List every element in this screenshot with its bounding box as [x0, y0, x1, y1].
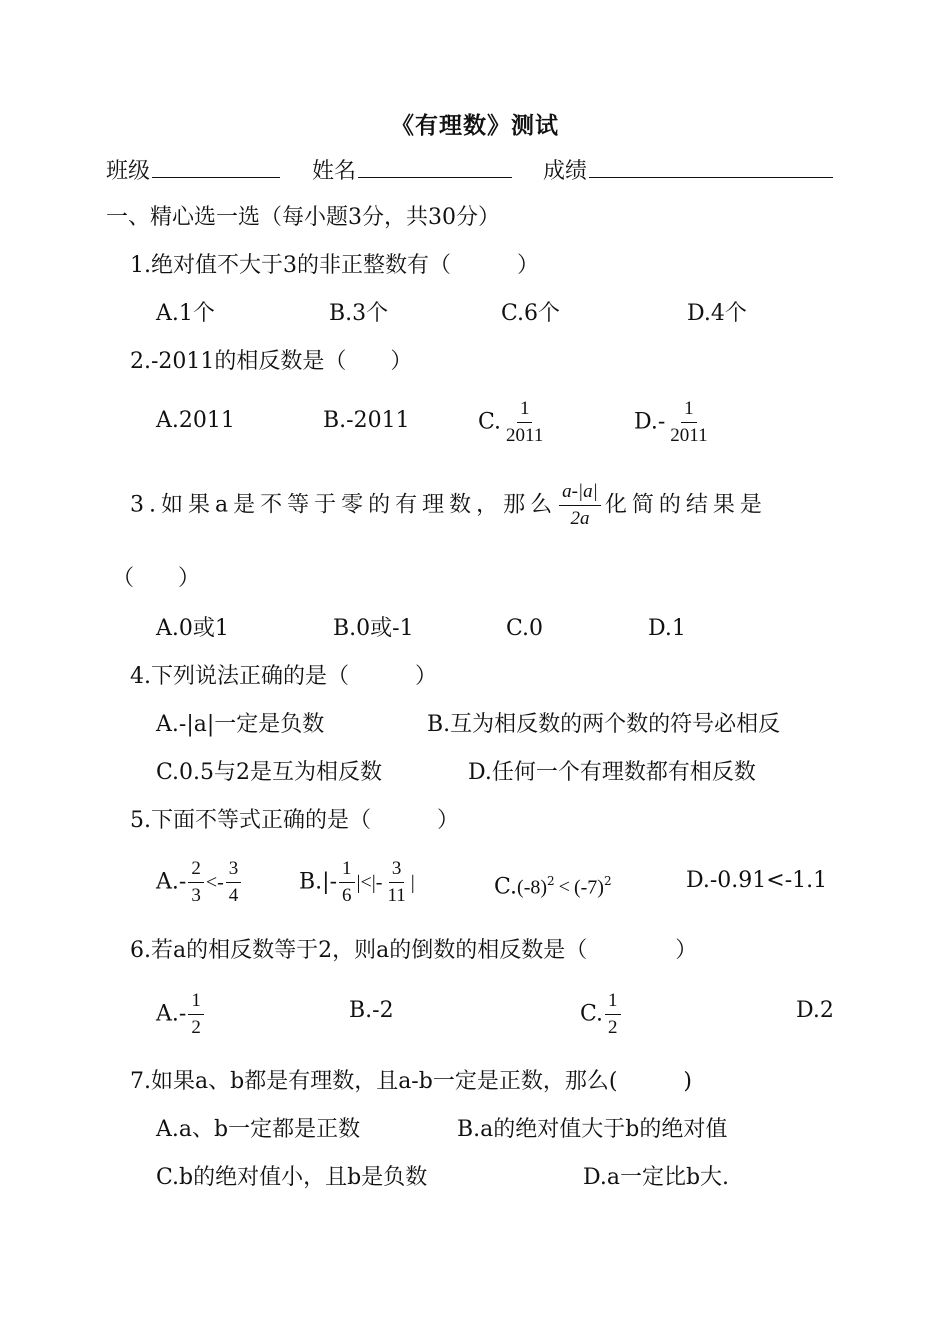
q1-option-c[interactable]: C.6个: [501, 301, 561, 326]
q1-option-d[interactable]: D.4个: [687, 301, 747, 326]
q5-b-prefix: B.|-: [299, 869, 338, 895]
q2-stem: 2.-2011的相反数是（ ）: [130, 349, 413, 374]
q5-a-den2: 4: [228, 885, 239, 906]
q5-b-fraction-2: [384, 858, 408, 907]
section-heading: 一、精心选一选（每小题3分，共30分）: [106, 205, 500, 230]
q7-stem: 7.如果a、b都是有理数，且a-b一定是正数，那么( ): [130, 1069, 692, 1094]
q2-d-denominator: 2011: [670, 425, 708, 446]
q3-denominator: 2a: [570, 508, 590, 529]
q5-c-base1: (-8): [517, 876, 548, 899]
q5-c-mid: <: [558, 876, 570, 899]
q6-stem: 6.若a的相反数等于2，则a的倒数的相反数是（ ）: [130, 938, 698, 963]
q4-stem: 4.下列说法正确的是（ ）: [130, 664, 437, 689]
q3-answer-paren[interactable]: （ ）: [112, 566, 201, 591]
q2-option-d[interactable]: [634, 398, 713, 447]
q2-option-c[interactable]: [478, 398, 548, 447]
q2-option-a[interactable]: A.2011: [156, 408, 235, 433]
q2-c-prefix: C.: [478, 409, 502, 435]
name-field[interactable]: [312, 155, 512, 187]
q5-b-fraction-1: [339, 858, 355, 907]
score-label: 成绩: [543, 159, 588, 184]
q7-option-d[interactable]: D.a一定比b大.: [583, 1165, 730, 1190]
q5-c-base2: (-7): [573, 876, 604, 899]
q1-option-b[interactable]: B.3个: [329, 301, 389, 326]
q3-option-a[interactable]: A.0或1: [156, 616, 229, 641]
q5-c-prefix: C.: [494, 874, 518, 900]
q5-c-exp2: 2: [603, 874, 612, 888]
q2-c-denominator: 2011: [506, 425, 544, 446]
q5-option-a[interactable]: [156, 858, 243, 907]
q3-stem-pre: 3.如果a是不等于零的有理数，那么: [130, 492, 558, 518]
q6-c-fraction: [605, 990, 621, 1039]
q6-a-fraction: [188, 990, 204, 1039]
q6-option-b[interactable]: B.-2: [349, 998, 394, 1023]
q5-a-prefix: A.-: [156, 869, 187, 895]
q5-c-exp1: 2: [547, 874, 555, 888]
q3-fraction: [559, 481, 601, 530]
q7-option-c[interactable]: C.b的绝对值小，且b是负数: [156, 1165, 428, 1190]
q6-option-a[interactable]: [156, 990, 206, 1039]
class-label: 班级: [106, 159, 151, 184]
q5-b-mid: |<|-: [356, 871, 383, 894]
q5-b-den2: 11: [387, 885, 406, 906]
q2-d-fraction: [667, 398, 710, 447]
q4-option-b[interactable]: B.互为相反数的两个数的符号必相反: [427, 712, 781, 737]
q5-a-den1: 3: [191, 885, 201, 906]
q3-numerator: a-|a|: [559, 481, 601, 506]
name-label: 姓名: [312, 159, 357, 184]
q5-a-fraction-1: [188, 858, 204, 907]
q6-option-d[interactable]: D.2: [796, 998, 834, 1023]
q5-option-b[interactable]: [299, 858, 415, 907]
q3-stem-post: 化简的结果是: [604, 492, 767, 518]
q5-b-end: |: [410, 871, 415, 894]
q4-option-c[interactable]: C.0.5与2是互为相反数: [156, 760, 383, 785]
q3-option-d[interactable]: D.1: [648, 616, 686, 641]
q5-b-den1: 6: [342, 885, 352, 906]
q2-d-prefix: D.-: [634, 409, 666, 435]
q6-option-c[interactable]: [580, 990, 623, 1039]
q5-a-fraction-2: [226, 858, 242, 907]
score-field[interactable]: [543, 155, 833, 187]
q5-option-c[interactable]: [494, 866, 612, 902]
q5-b-num2: 3: [389, 858, 405, 883]
q1-option-a[interactable]: A.1个: [156, 301, 215, 326]
q6-a-prefix: A.-: [156, 1001, 187, 1027]
q5-option-d[interactable]: D.-0.91<-1.1: [686, 868, 828, 893]
q5-a-num1: 2: [188, 858, 204, 883]
q6-a-num: 1: [188, 990, 204, 1015]
q6-c-den: 2: [608, 1017, 618, 1038]
q2-c-fraction: [503, 398, 546, 447]
q5-b-num1: 1: [339, 858, 355, 883]
score-blank[interactable]: [589, 155, 833, 178]
q2-option-b[interactable]: B.-2011: [323, 408, 410, 433]
class-blank[interactable]: [152, 155, 280, 178]
q5-a-mid: <-: [205, 871, 224, 894]
q5-a-num2: 3: [226, 858, 242, 883]
q3-option-c[interactable]: C.0: [506, 616, 544, 641]
q6-c-num: 1: [605, 990, 621, 1015]
q6-a-den: 2: [191, 1017, 201, 1038]
q2-c-numerator: 1: [517, 398, 533, 423]
q6-c-prefix: C.: [580, 1001, 604, 1027]
q3-option-b[interactable]: B.0或-1: [333, 616, 414, 641]
name-blank[interactable]: [358, 155, 512, 178]
page-title: 《有理数》测试: [391, 112, 559, 139]
class-field[interactable]: [106, 155, 280, 187]
q1-stem: 1.绝对值不大于3的非正整数有（ ）: [130, 253, 539, 278]
q4-option-d[interactable]: D.任何一个有理数都有相反数: [468, 760, 756, 785]
q5-stem: 5.下面不等式正确的是（ ）: [130, 808, 459, 833]
q7-option-a[interactable]: A.a、b一定都是正数: [156, 1117, 361, 1142]
q3-stem: [130, 481, 767, 530]
q2-d-numerator: 1: [681, 398, 697, 423]
q4-option-a[interactable]: A.-|a|一定是负数: [156, 712, 325, 737]
q7-option-b[interactable]: B.a的绝对值大于b的绝对值: [457, 1117, 728, 1142]
